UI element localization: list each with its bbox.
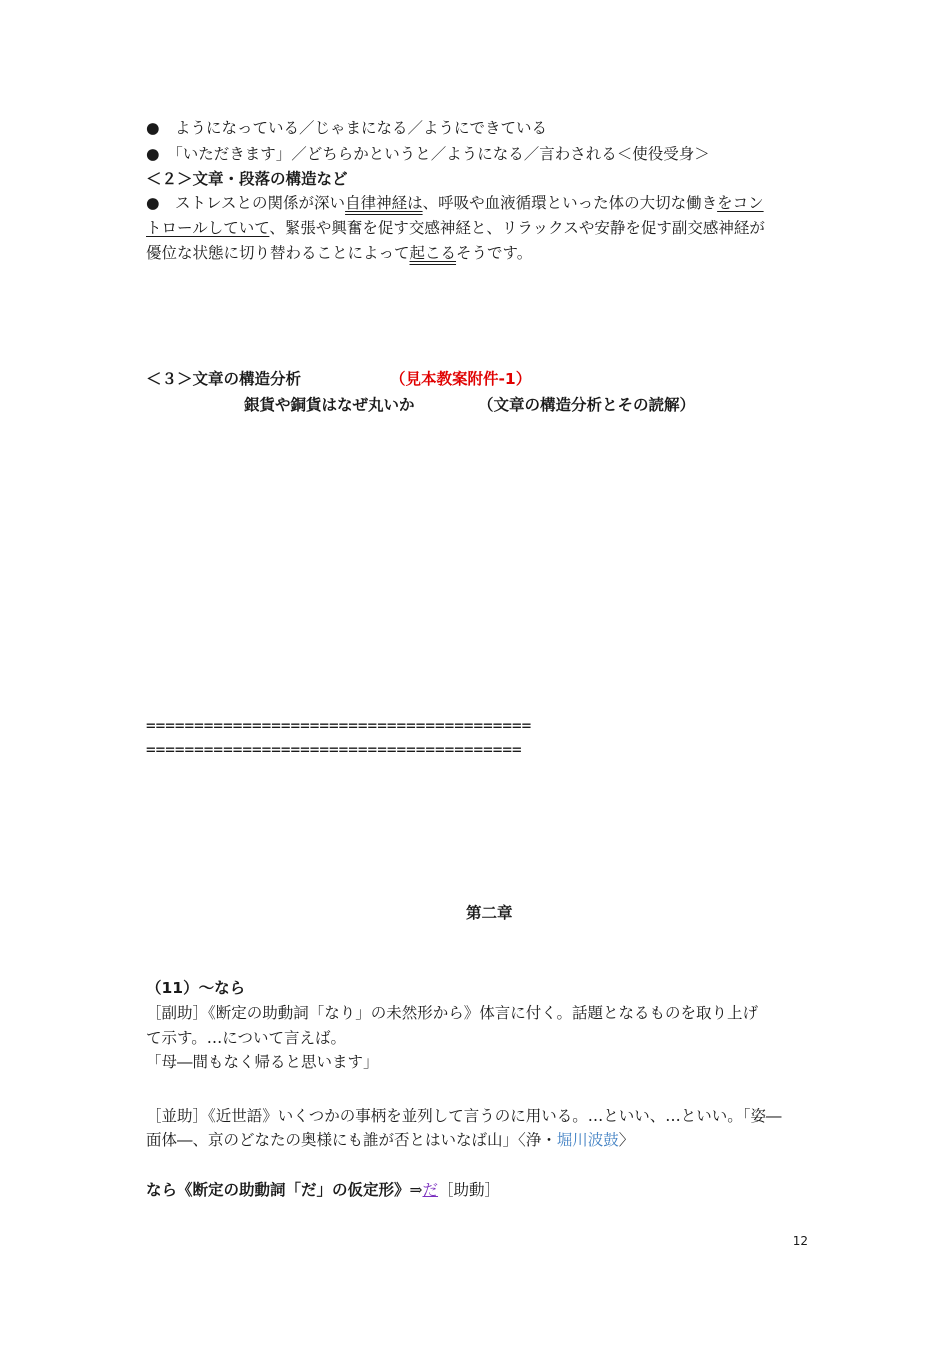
paragraph-line-1	[146, 191, 810, 215]
text: 、呼吸や血液循環といった体の大切な働き	[422, 194, 718, 212]
bullet-line-2: ● 「いただきます」／どちらかというと／ようになる／言わされる＜使役受身＞	[146, 145, 710, 163]
text: そうです。	[456, 244, 533, 262]
definition-1-line-2: て示す。…について言えば。	[146, 1029, 346, 1047]
chapter-title: 第二章	[466, 904, 513, 922]
definition-3	[146, 1178, 810, 1202]
paragraph-line-3	[146, 241, 810, 265]
underlined-text: 自律神経は	[345, 194, 423, 212]
underlined-text: トロールしていて	[146, 219, 270, 237]
underlined-text: 起こる	[409, 244, 457, 262]
definition-3-term: なら《断定の助動詞「だ」の仮定形》	[146, 1181, 410, 1199]
section-3-heading	[146, 367, 810, 391]
section-3-title: ＜３＞文章の構造分析	[146, 370, 302, 388]
entry-heading: （11）～なら	[146, 979, 246, 997]
section-2-heading: ＜２＞文章・段落の構造など	[146, 170, 348, 188]
horikawa-link[interactable]: 堀川波鼓	[556, 1131, 619, 1149]
da-link[interactable]: だ	[422, 1181, 439, 1199]
text: 〉	[618, 1131, 635, 1149]
separator-line-2: =======================================	[146, 740, 522, 759]
sample-note: （見本教案附件-1）	[390, 370, 532, 388]
page-number: 12	[792, 1234, 808, 1248]
bullet-line-1: ● ようになっている／じゃまになる／ようにできている	[146, 119, 548, 137]
text: ［助動］	[438, 1181, 501, 1199]
text: ● ストレスとの関係が深い	[146, 194, 346, 212]
subtitle-analysis: （文章の構造分析とその読解）	[478, 396, 696, 414]
definition-2-line-2	[146, 1128, 810, 1152]
definition-1-example: 「母―間もなく帰ると思います」	[146, 1053, 379, 1071]
arrow: ⇒	[409, 1181, 423, 1199]
definition-1-line-1: ［副助］《断定の助動詞「なり」の未然形から》体言に付く。話題となるものを取り上げ	[146, 1004, 758, 1022]
paragraph-line-2	[146, 216, 810, 240]
definition-2-line-1: ［並助］《近世語》いくつかの事柄を並列して言うのに用いる。…といい、…といい。「姿―	[146, 1107, 782, 1125]
text: 、緊張や興奮を促す交感神経と、リラックスや安静を促す副交感神経が	[269, 219, 765, 237]
text: 優位な状態に切り替わることによって	[146, 244, 410, 262]
underlined-text: をコン	[717, 194, 764, 212]
subtitle: 銀貨や銅貨はなぜ丸いか	[244, 396, 415, 414]
separator-line-1: ========================================	[146, 716, 532, 735]
text: 面体―、京のどなたの奥様にも誰が否とはいなば山」〈浄・	[146, 1131, 557, 1149]
